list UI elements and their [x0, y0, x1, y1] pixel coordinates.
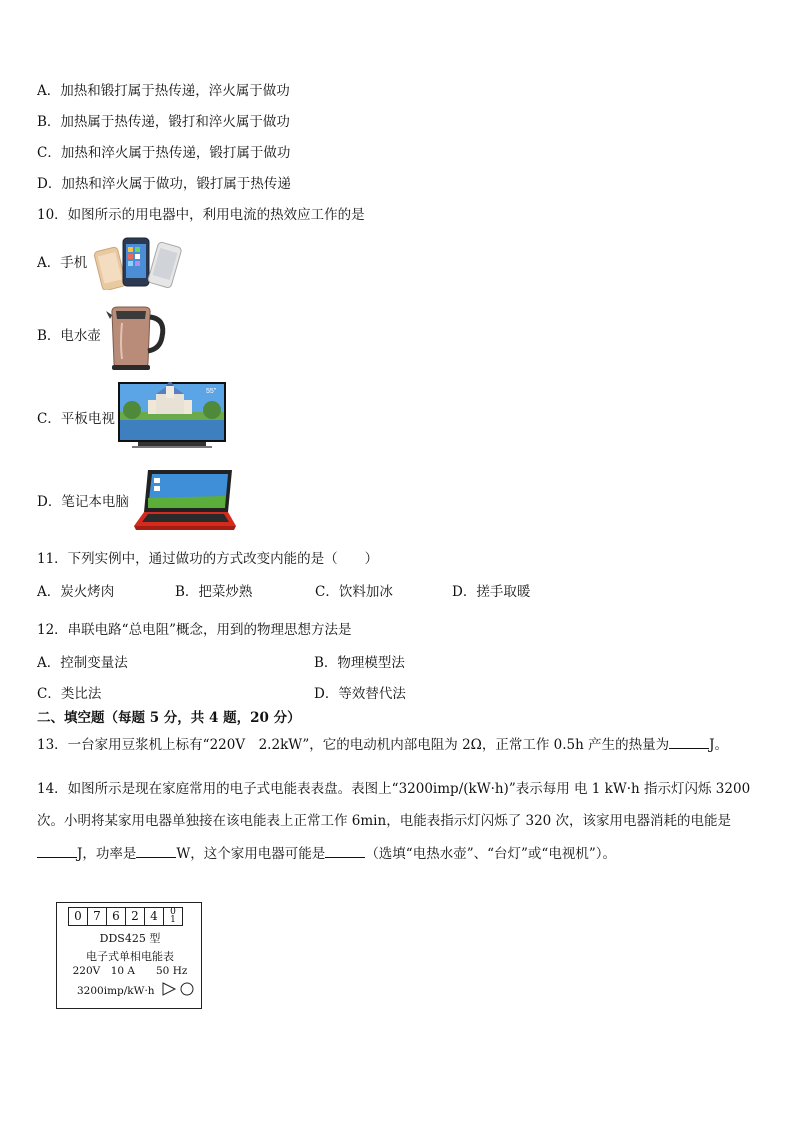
- indicator-light-icon: [161, 981, 197, 997]
- q10-option-b: B．电水壶: [37, 328, 101, 344]
- q9-option-c: C．加热和淬火属于热传递，锻打属于做功: [37, 145, 291, 161]
- q9-option-d: D．加热和淬火属于做功，锻打属于热传递: [37, 176, 291, 192]
- meter-imp-rating: 3200imp/kW·h: [77, 985, 155, 997]
- q14-line3-part1: J，功率是: [77, 846, 137, 862]
- meter-decimal-bottom: 1: [170, 915, 176, 925]
- section-heading: 二、填空题（每题 5 分，共 4 题，20 分）: [37, 710, 301, 726]
- q11-option-c: C．饮料加冰: [315, 584, 393, 600]
- meter-model: DDS425 型: [99, 932, 161, 945]
- q14-appliance-blank[interactable]: [325, 843, 365, 858]
- meter-digit: 0: [68, 907, 88, 926]
- flat-tv-image: [118, 382, 226, 450]
- q12-option-c: C．类比法: [37, 686, 102, 702]
- meter-digit: 7: [87, 907, 107, 926]
- q14-line3-part3: （选填“电热水壶”、“台灯”或“电视机”）。: [365, 846, 616, 862]
- q14-power-blank[interactable]: [136, 843, 176, 858]
- q12-option-b: B．物理模型法: [314, 655, 405, 671]
- kettle-image: [104, 303, 170, 371]
- electric-meter-diagram: [56, 902, 202, 1009]
- meter-digit-display: [69, 907, 183, 926]
- q11-option-a: A．炭火烤肉: [37, 584, 115, 600]
- q13-unit: J。: [709, 737, 729, 753]
- meter-decimal-top: 0: [170, 907, 176, 917]
- q14-line2: 次。小明将某家用电器单独接在该电能表上正常工作 6min，电能表指示灯闪烁了 320 次，该家用电器消耗的电能是: [37, 813, 732, 829]
- meter-specs: 220V 10 A 50 Hz: [72, 965, 188, 977]
- q11-option-b: B．把菜炒熟: [175, 584, 253, 600]
- q14-line3-part2: W，这个家用电器可能是: [176, 846, 326, 862]
- q11-option-d: D．搓手取暖: [452, 584, 531, 600]
- q11-stem: 11．下列实例中，通过做功的方式改变内能的是（ ）: [37, 551, 379, 567]
- q14-line3: [37, 843, 616, 864]
- q10-option-a: A．手机: [37, 255, 88, 271]
- meter-digit: 2: [125, 907, 145, 926]
- q10-stem: 10．如图所示的用电器中，利用电流的热效应工作的是: [37, 207, 365, 223]
- q13-text: [37, 734, 728, 755]
- meter-digit: 6: [106, 907, 126, 926]
- tv-size-badge: 55": [206, 388, 217, 395]
- laptop-image: [132, 468, 236, 534]
- q12-option-a: A．控制变量法: [37, 655, 128, 671]
- q10-option-d: D．笔记本电脑: [37, 494, 129, 510]
- q14-energy-blank[interactable]: [37, 843, 77, 858]
- q10-option-c: C．平板电视: [37, 411, 115, 427]
- q9-option-b: B．加热属于热传递，锻打和淬火属于做功: [37, 114, 290, 130]
- meter-digit: 4: [144, 907, 164, 926]
- q13-stem: 13．一台家用豆浆机上标有“220V 2.2kW”，它的电动机内部电阻为 2Ω，正常工作 0.5h 产生的热量为: [37, 737, 670, 753]
- q12-option-d: D．等效替代法: [314, 686, 406, 702]
- meter-decimal-digit: [163, 907, 183, 926]
- q12-stem: 12．串联电路“总电阻”概念，用到的物理思想方法是: [37, 622, 352, 638]
- q13-answer-blank[interactable]: [669, 734, 709, 749]
- q14-line1: 14．如图所示是现在家庭常用的电子式电能表表盘。表图上“3200imp/(kW·h)”表示每用 电 1 kW·h 指示灯闪烁 3200: [37, 781, 751, 797]
- q9-option-a: A．加热和锻打属于热传递，淬火属于做功: [37, 83, 290, 99]
- meter-name: 电子式单相电能表: [86, 950, 174, 963]
- phones-image: [93, 236, 183, 290]
